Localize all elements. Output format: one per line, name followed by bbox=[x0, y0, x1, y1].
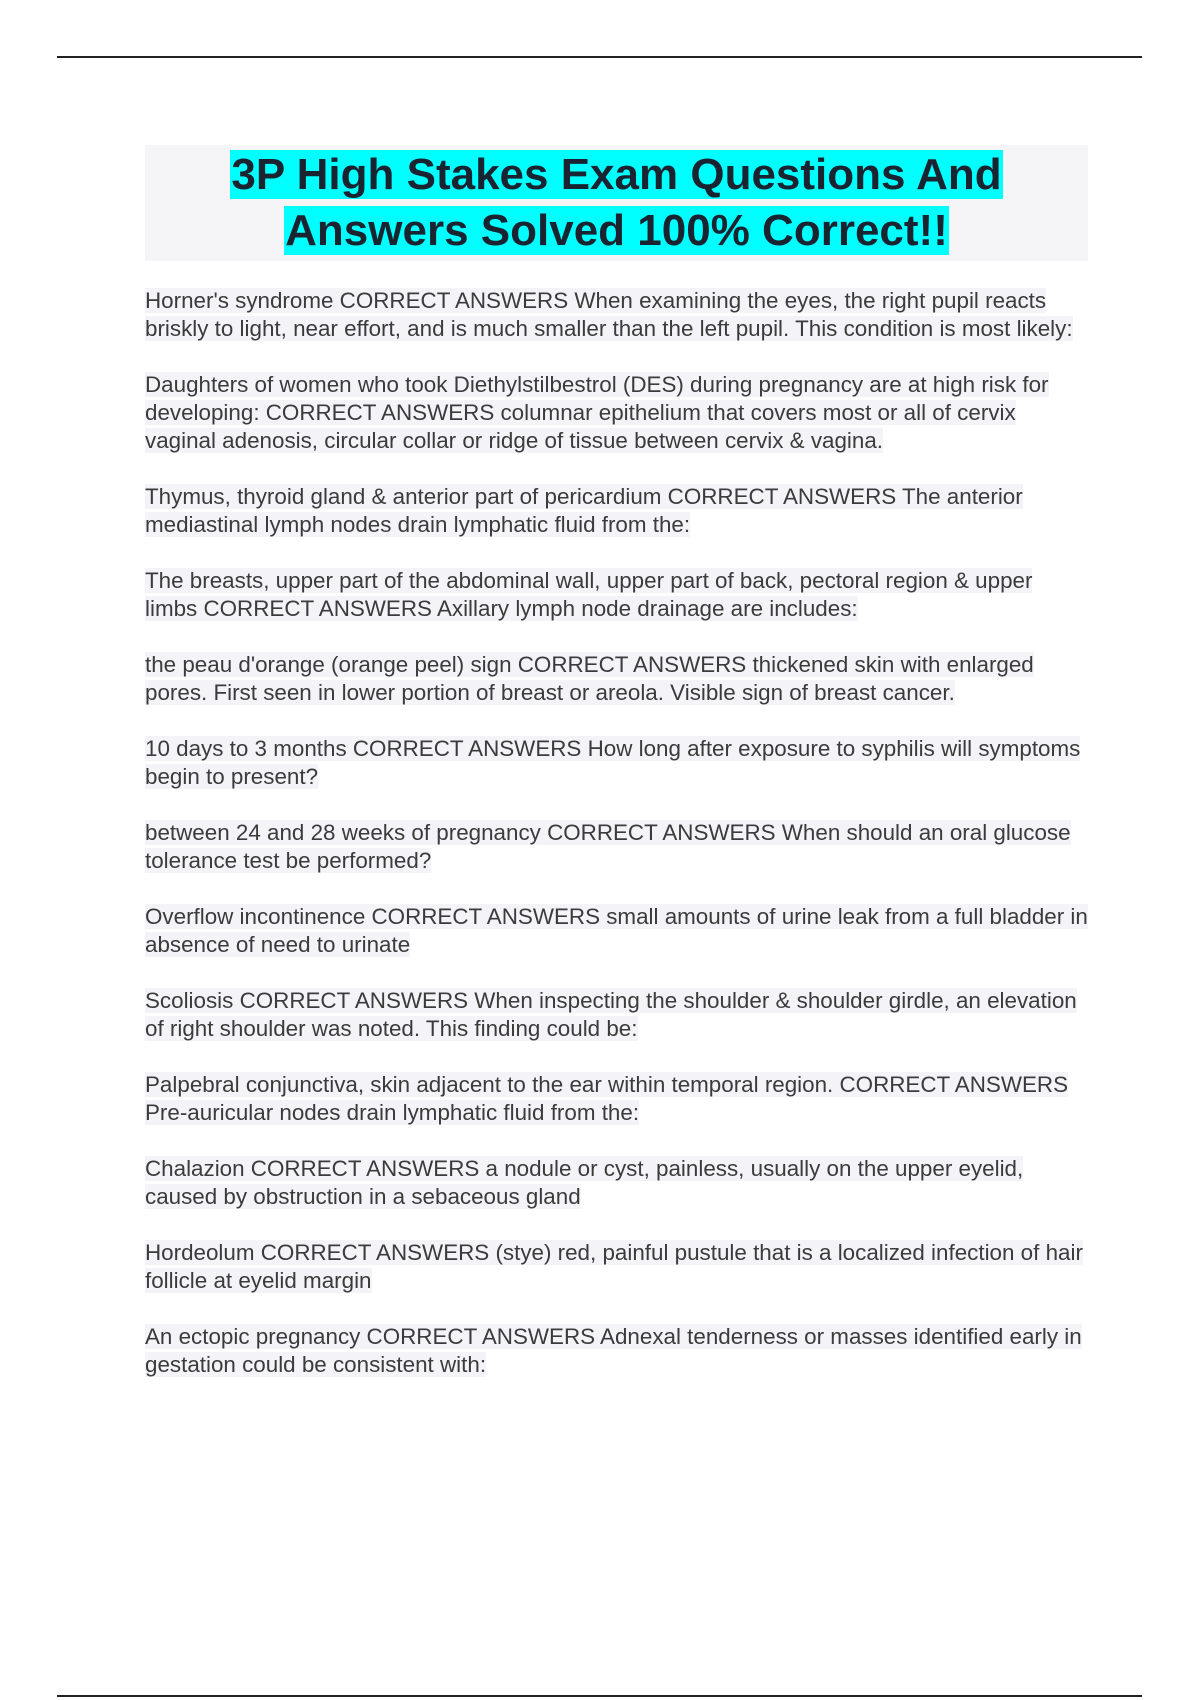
qa-item bbox=[145, 1155, 1088, 1211]
qa-text: Palpebral conjunctiva, skin adjacent to the ear within temporal region. CORRECT ANSWERS Pre-auricular nodes drain lymphatic fluid from the: bbox=[145, 1072, 1069, 1125]
document-title: 3P High Stakes Exam Questions And Answers Solved 100% Correct!! bbox=[231, 150, 1002, 255]
qa-item bbox=[145, 903, 1088, 959]
qa-text: The breasts, upper part of the abdominal wall, upper part of back, pectoral region & upper limbs CORRECT ANSWERS Axillary lymph node drainage are includes: bbox=[145, 568, 1033, 621]
qa-item bbox=[145, 735, 1088, 791]
qa-text: Hordeolum CORRECT ANSWERS (stye) red, painful pustule that is a localized infection of hair follicle at eyelid margin bbox=[145, 1240, 1083, 1293]
qa-text: 10 days to 3 months CORRECT ANSWERS How long after exposure to syphilis will symptoms begin to present? bbox=[145, 736, 1081, 789]
qa-text: Daughters of women who took Diethylstilbestrol (DES) during pregnancy are at high risk for developing: CORRECT ANSWERS columnar epithelium that covers most or all of cervix vaginal adenosis, circular collar or ridge of tissue between cervix & vagina. bbox=[145, 372, 1049, 453]
bottom-rule bbox=[57, 1695, 1142, 1697]
qa-item bbox=[145, 287, 1088, 343]
top-rule bbox=[57, 56, 1142, 58]
qa-text: between 24 and 28 weeks of pregnancy CORRECT ANSWERS When should an oral glucose tolerance test be performed? bbox=[145, 820, 1071, 873]
qa-text: Overflow incontinence CORRECT ANSWERS small amounts of urine leak from a full bladder in absence of need to urinate bbox=[145, 904, 1088, 957]
qa-item bbox=[145, 987, 1088, 1043]
qa-text: Thymus, thyroid gland & anterior part of pericardium CORRECT ANSWERS The anterior mediastinal lymph nodes drain lymphatic fluid from the: bbox=[145, 484, 1023, 537]
qa-item bbox=[145, 567, 1088, 623]
qa-item bbox=[145, 1323, 1088, 1379]
title-block bbox=[145, 145, 1088, 261]
qa-item bbox=[145, 651, 1088, 707]
qa-item bbox=[145, 371, 1088, 455]
qa-item bbox=[145, 483, 1088, 539]
qa-item bbox=[145, 819, 1088, 875]
qa-item bbox=[145, 1071, 1088, 1127]
document-body bbox=[145, 145, 1088, 1407]
qa-text: Chalazion CORRECT ANSWERS a nodule or cyst, painless, usually on the upper eyelid, caused by obstruction in a sebaceous gland bbox=[145, 1156, 1024, 1209]
qa-item bbox=[145, 1239, 1088, 1295]
qa-list bbox=[145, 287, 1088, 1379]
qa-text: the peau d'orange (orange peel) sign CORRECT ANSWERS thickened skin with enlarged pores. First seen in lower portion of breast or areola. Visible sign of breast cancer. bbox=[145, 652, 1034, 705]
qa-text: Horner's syndrome CORRECT ANSWERS When examining the eyes, the right pupil reacts briskly to light, near effort, and is much smaller than the left pupil. This condition is most likely: bbox=[145, 288, 1073, 341]
qa-text: An ectopic pregnancy CORRECT ANSWERS Adnexal tenderness or masses identified early in gestation could be consistent with: bbox=[145, 1324, 1082, 1377]
qa-text: Scoliosis CORRECT ANSWERS When inspecting the shoulder & shoulder girdle, an elevation of right shoulder was noted. This finding could be: bbox=[145, 988, 1077, 1041]
